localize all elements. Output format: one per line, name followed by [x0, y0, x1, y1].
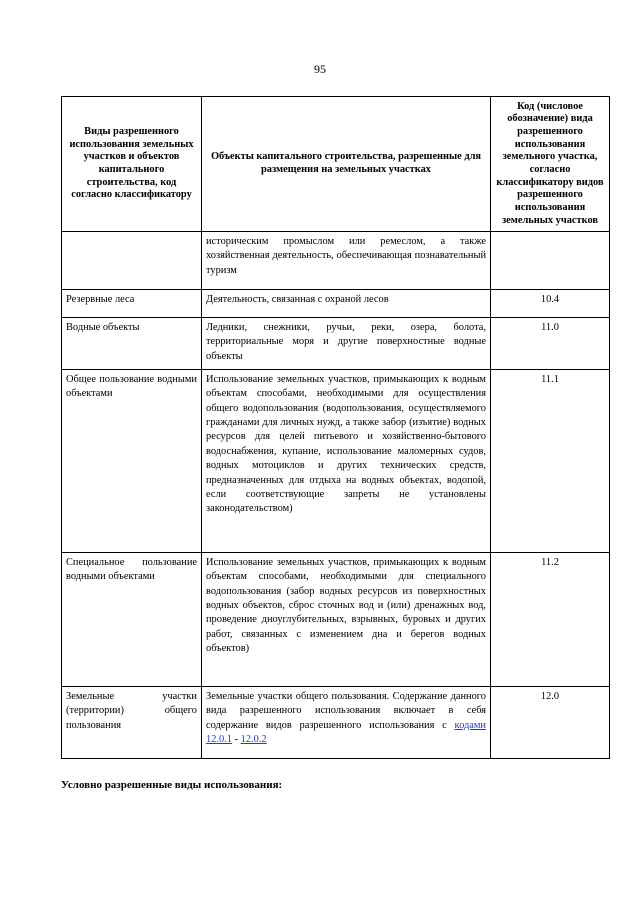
cell-code: [491, 232, 610, 290]
table-row: [62, 232, 610, 290]
cell-objects: Использование земельных участков, примыкающих к водным объектам способами, необходимыми для специального водопользования (забор водных ресурсов из поверхностных водных объектов, сброс сточных вод и (или) дренажных вод, проведение дноуглубительных, взрывных, буровых и других работ, связанных с изменением дна и берегов водных объектов): [202, 553, 491, 687]
code-link-12-0-2[interactable]: 12.0.2: [240, 734, 267, 746]
cell-kind: Водные объекты: [62, 318, 202, 370]
code-link-12-0-1[interactable]: кодами 12.0.1: [206, 719, 486, 746]
cell-objects: Деятельность, связанная с охраной лесов: [202, 290, 491, 318]
cell-kind: Резервные леса: [62, 290, 202, 318]
cell-code: 12.0: [491, 687, 610, 759]
table-row: [62, 318, 610, 370]
table-row: [62, 553, 610, 687]
cell-kind: Специальное пользование водными объектами: [62, 553, 202, 687]
header-code: Код (числовое обозначение) вида разрешенного использования земельного участка, согласно классификатору видов разрешенного использования земельных участков: [491, 97, 610, 232]
section-heading: Условно разрешенные виды использования:: [61, 779, 283, 791]
cell-kind: [62, 232, 202, 290]
land-use-table: [61, 96, 610, 759]
cell-code: 11.2: [491, 553, 610, 687]
cell-code: 11.0: [491, 318, 610, 370]
page-number: 95: [314, 62, 326, 76]
table-header-row: [62, 97, 610, 232]
cell-kind: Земельные участки (территории) общего пользования: [62, 687, 202, 759]
cell-objects: историческим промыслом или ремеслом, а также хозяйственная деятельность, обеспечивающая познавательный туризм: [202, 232, 491, 290]
table-row: [62, 370, 610, 553]
cell-objects: [202, 687, 491, 759]
cell-kind: Общее пользование водными объектами: [62, 370, 202, 553]
cell-code: 10.4: [491, 290, 610, 318]
link-separator: -: [231, 734, 241, 746]
cell-objects: Ледники, снежники, ручьи, реки, озера, болота, территориальные моря и другие поверхностные водные объекты: [202, 318, 491, 370]
cell-code: 11.1: [491, 370, 610, 553]
cell-objects: Использование земельных участков, примыкающих к водным объектам способами, необходимыми для осуществления общего водопользования (водопользования, осуществляемого гражданами для личных нужд, а также забор (изъятие) водных ресурсов для целей питьевого и хозяйственно-бытового водоснабжения, купание, использование маломерных судов, водных мотоциклов и других технических средств, предназначенных для отдыха на водных объектах, водопой, если соответствующие запреты не установлены законодательством): [202, 370, 491, 553]
table-row: [62, 290, 610, 318]
header-objects: Объекты капитального строительства, разрешенные для размещения на земельных участках: [202, 97, 491, 232]
table-row: [62, 687, 610, 759]
cell-objects-text: Земельные участки общего пользования. Содержание данного вида разрешенного использования включает в себя содержание видов разрешенного использования с: [206, 691, 486, 731]
header-kind: Виды разрешенного использования земельных участков и объектов капитального строительства, код согласно классификатору: [62, 97, 202, 232]
